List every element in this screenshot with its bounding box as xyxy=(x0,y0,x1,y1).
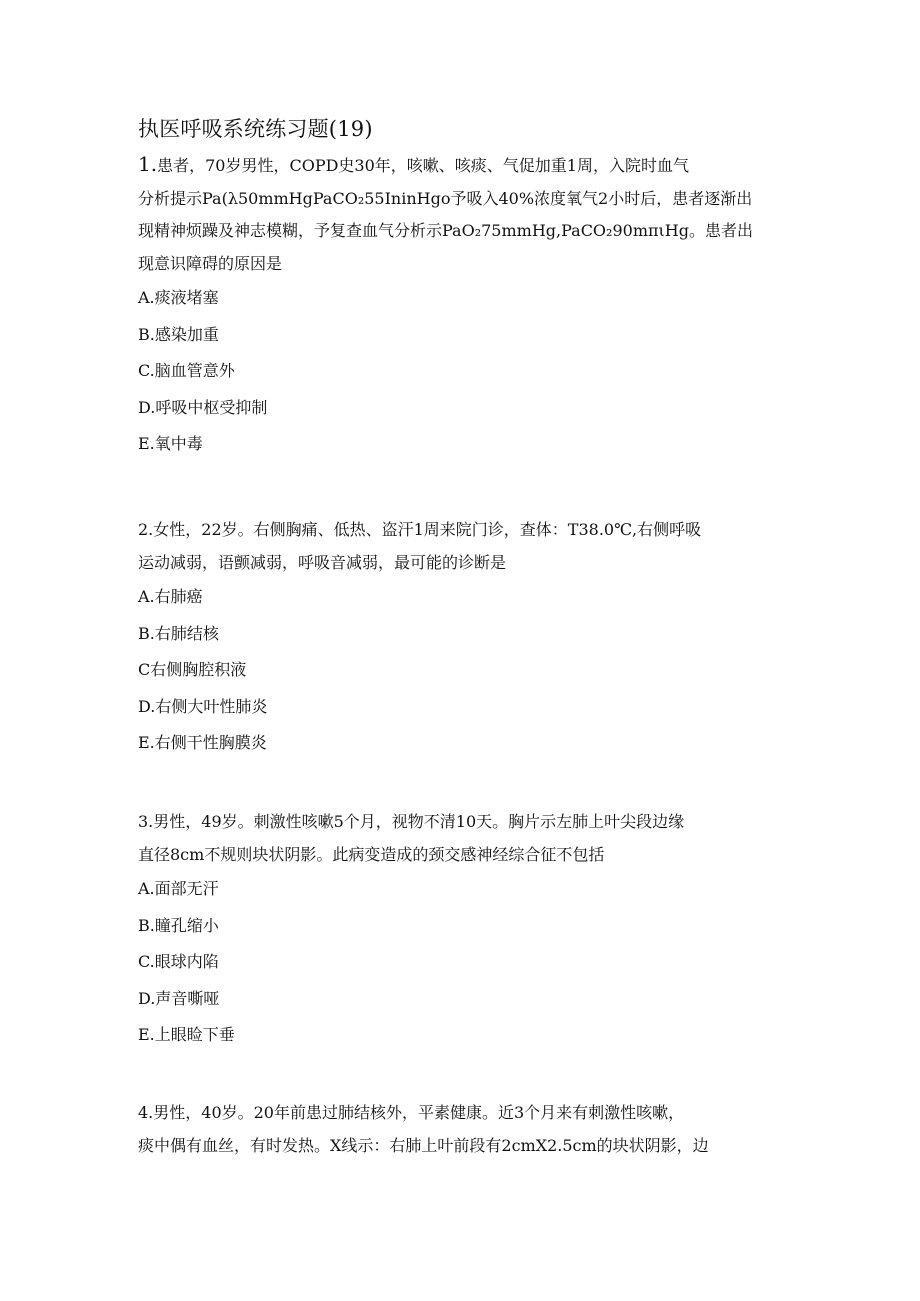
option-list xyxy=(138,280,788,463)
option-d: D.右侧大叶性肺炎 xyxy=(138,696,268,716)
option-list xyxy=(138,579,788,762)
option-a: A.痰液堵塞 xyxy=(138,288,219,307)
option-list xyxy=(138,871,788,1054)
stem-line: 2.女性，22岁。右侧胸痛、低热、盗汗1周来院门诊，查体：T38.0℃,右侧呼吸 xyxy=(138,520,702,539)
question-2 xyxy=(138,514,788,762)
option-c: C右侧胸腔积液 xyxy=(138,660,247,679)
option-c: C.脑血管意外 xyxy=(138,361,235,380)
stem-line: 运动减弱，语颤减弱，呼吸音减弱，最可能的诊断是 xyxy=(138,552,507,572)
question-number: 3. xyxy=(138,812,154,831)
question-stem xyxy=(138,514,788,579)
option-e: E.上眼睑下垂 xyxy=(138,1025,235,1044)
question-stem xyxy=(138,1097,788,1162)
question-number: 4. xyxy=(138,1103,154,1122)
option-a: A.面部无汗 xyxy=(138,879,219,898)
question-stem xyxy=(138,148,788,280)
stem-line: 3.男性，49岁。刺激性咳嗽5个月，视物不清10天。胸片示左肺上叶尖段边缘 xyxy=(138,812,685,831)
question-4 xyxy=(138,1097,788,1162)
option-b: B.瞳孔缩小 xyxy=(138,915,219,935)
stem-line: 直径8cm不规则块状阴影。此病变造成的颈交感神经综合征不包括 xyxy=(138,844,605,864)
question-number: 1. xyxy=(138,152,158,176)
stem-line: 4.男性，40岁。20年前患过肺结核外，平素健康。近3个月来有刺激性咳嗽， xyxy=(138,1103,685,1122)
stem-line: 分析提示Pa(λ50mmHgPaCO₂55IninHgo予吸入40%浓度氧气2小时后，患者逐渐出 xyxy=(138,188,753,208)
option-d: D.声音嘶哑 xyxy=(138,988,220,1008)
option-e: E.氧中毒 xyxy=(138,434,203,453)
question-number: 2. xyxy=(138,520,154,539)
stem-line: 现意识障碍的原因是 xyxy=(138,253,283,273)
option-b: B.感染加重 xyxy=(138,324,219,344)
stem-line: 1.患者，70岁男性，COPD史30年，咳嗽、咳痰、气促加重1周，入院时血气 xyxy=(138,152,689,176)
question-stem xyxy=(138,806,788,871)
option-c: C.眼球内陷 xyxy=(138,952,219,971)
question-1 xyxy=(138,148,788,463)
option-a: A.右肺癌 xyxy=(138,587,203,606)
document-title: 执医呼吸系统练习题(19) xyxy=(138,117,373,141)
question-3 xyxy=(138,806,788,1054)
option-d: D.呼吸中枢受抑制 xyxy=(138,397,268,417)
stem-line: 现精神烦躁及神志模糊，予复查血气分析示PaO₂75mmHg,PaCO₂90mπιHg。患者出 xyxy=(138,221,753,240)
stem-line: 痰中偶有血丝，有时发热。X线示：右肺上叶前段有2cmX2.5cm的块状阴影，边 xyxy=(138,1135,709,1155)
option-e: E.右侧干性胸膜炎 xyxy=(138,733,267,752)
option-b: B.右肺结核 xyxy=(138,623,219,643)
